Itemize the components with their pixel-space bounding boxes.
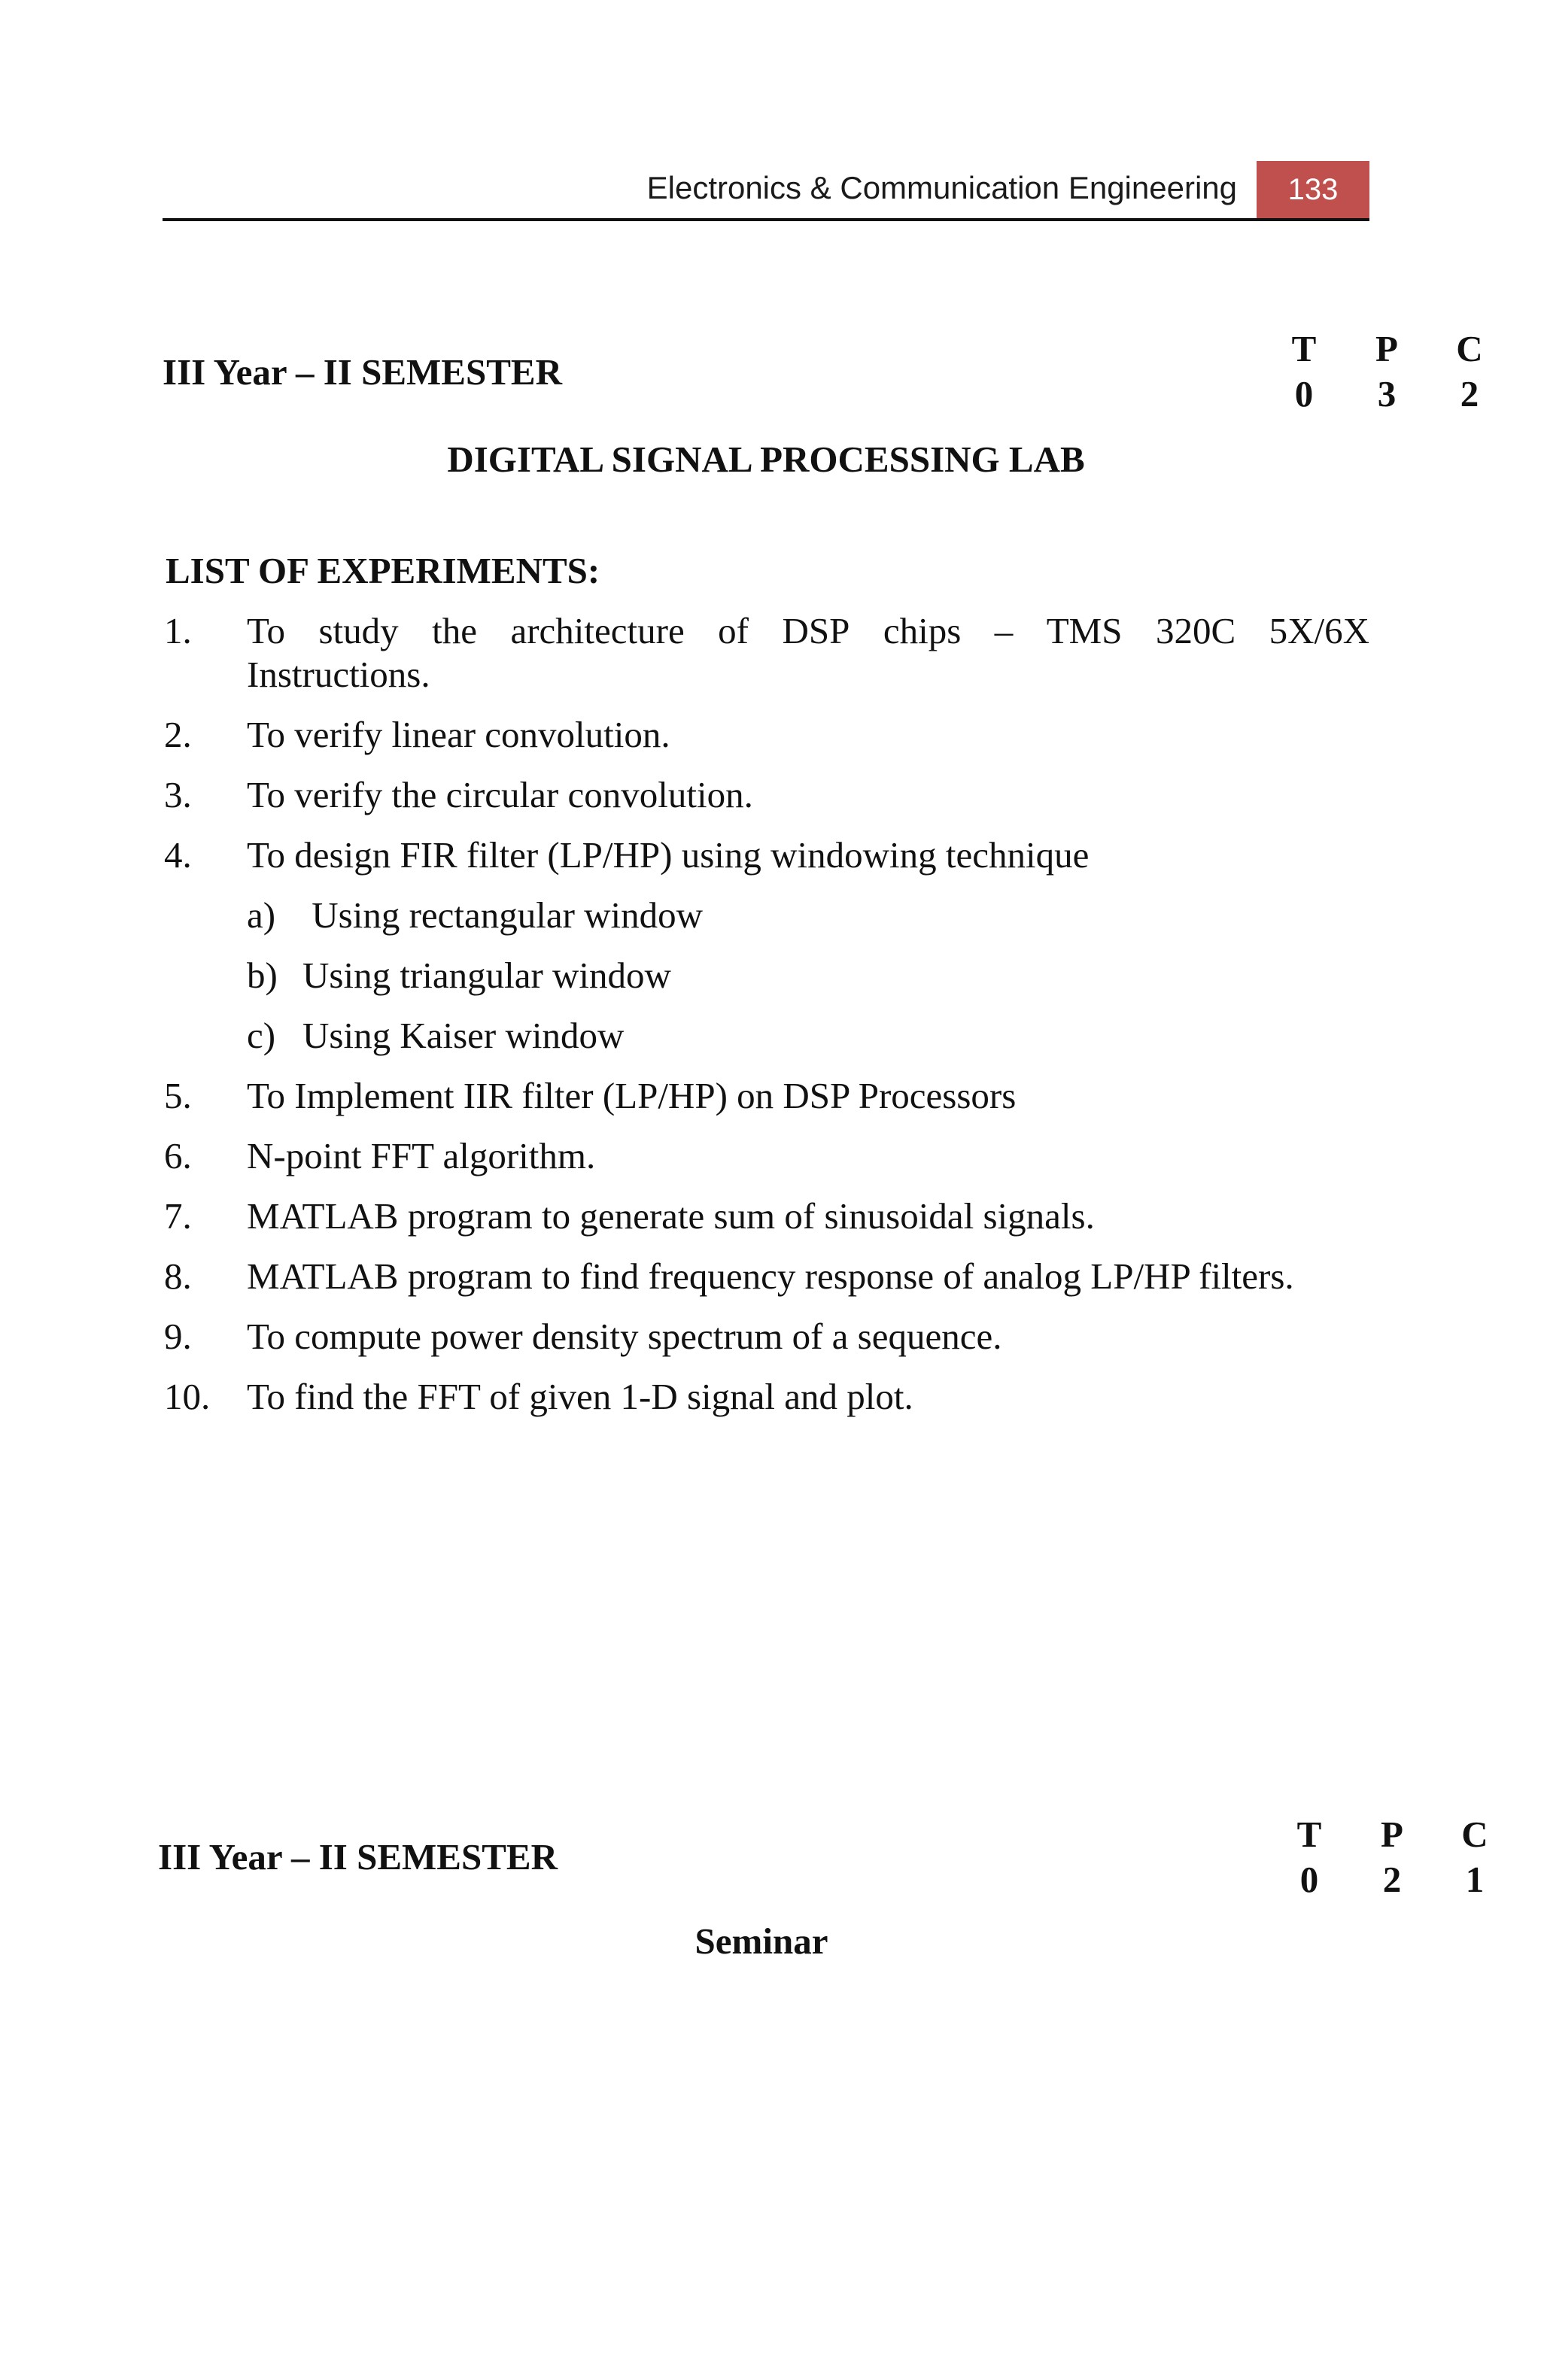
sub-item-letter: c) xyxy=(247,1015,276,1056)
item-number: 4. xyxy=(164,834,192,876)
semester-heading: III Year – II SEMESTER xyxy=(163,351,562,393)
word: the xyxy=(432,610,478,651)
tpc-p-value: 2 xyxy=(1382,1859,1402,1900)
item-text: N-point FFT algorithm. xyxy=(247,1135,596,1176)
sub-list xyxy=(247,894,1369,1058)
item-text: To Implement IIR filter (LP/HP) on DSP Processors xyxy=(247,1075,1017,1116)
sub-list-item xyxy=(247,894,1369,937)
item-text xyxy=(247,609,1369,697)
tpc-p-label: P xyxy=(1381,1814,1403,1855)
tpc-p-value: 3 xyxy=(1377,373,1397,414)
tpc-t-label: T xyxy=(1291,328,1317,369)
list-item xyxy=(163,1195,1369,1238)
tpc-c-label: C xyxy=(1461,1814,1488,1855)
item-text: To compute power density spectrum of a sequence. xyxy=(247,1316,1002,1357)
item-main-text: To design FIR filter (LP/HP) using windowing technique xyxy=(247,834,1090,876)
list-of-experiments-heading: LIST OF EXPERIMENTS: xyxy=(166,550,600,591)
tpc-c-value: 1 xyxy=(1465,1859,1485,1900)
tpc-t-value: 0 xyxy=(1299,1859,1319,1900)
tpc-c-label: C xyxy=(1456,328,1483,369)
word: study xyxy=(318,610,399,651)
list-item xyxy=(163,1315,1369,1358)
sub-item-text: Using Kaiser window xyxy=(302,1015,625,1056)
item-number: 1. xyxy=(164,610,192,651)
item-text: To find the FFT of given 1-D signal and plot. xyxy=(247,1376,913,1417)
word: To xyxy=(247,610,286,651)
tpc-c-value: 2 xyxy=(1460,373,1479,414)
item-number: 7. xyxy=(164,1195,192,1237)
sub-item-letter: a) xyxy=(247,894,276,936)
item-number: 8. xyxy=(164,1255,192,1297)
list-item xyxy=(163,1375,1369,1419)
word: 320C xyxy=(1155,610,1236,651)
word: architecture xyxy=(510,610,685,651)
tpc-t-label: T xyxy=(1296,1814,1322,1855)
list-item xyxy=(163,713,1369,757)
tpc-credits xyxy=(1268,1813,1516,1903)
running-header xyxy=(163,161,1369,221)
sub-item-letter: b) xyxy=(247,955,278,996)
list-item xyxy=(163,1255,1369,1298)
word: TMS xyxy=(1046,610,1123,651)
item-text: MATLAB program to find frequency response of analog LP/HP filters. xyxy=(247,1255,1294,1297)
page-number-badge: 133 xyxy=(1257,161,1369,218)
header-rule xyxy=(163,218,1369,221)
item-number: 5. xyxy=(164,1075,192,1116)
item-number: 3. xyxy=(164,774,192,815)
experiment-list xyxy=(163,609,1369,1435)
tpc-p-label: P xyxy=(1375,328,1398,369)
sub-list-item xyxy=(247,954,1369,997)
course-title: DIGITAL SIGNAL PROCESSING LAB xyxy=(447,439,1085,480)
word: DSP xyxy=(782,610,850,651)
sub-list-item xyxy=(247,1014,1369,1058)
tpc-t-value: 0 xyxy=(1294,373,1314,414)
item-number: 2. xyxy=(164,714,192,755)
item-text: To verify linear convolution. xyxy=(247,714,670,755)
word: 5X/6X xyxy=(1269,610,1369,651)
item-number: 9. xyxy=(164,1316,192,1357)
continuation-line: Instructions. xyxy=(247,654,430,695)
item-number: 10. xyxy=(164,1376,211,1417)
justified-line xyxy=(247,609,1369,653)
course-title: Seminar xyxy=(695,1920,828,1962)
list-item xyxy=(163,1134,1369,1178)
item-text xyxy=(247,833,1369,1058)
department-name: Electronics & Communication Engineering xyxy=(646,170,1237,205)
tpc-credits xyxy=(1263,327,1511,417)
semester-heading: III Year – II SEMESTER xyxy=(158,1836,558,1878)
list-item xyxy=(163,773,1369,817)
item-text: To verify the circular convolution. xyxy=(247,774,753,815)
list-item xyxy=(163,609,1369,697)
word: of xyxy=(718,610,749,651)
word: chips xyxy=(883,610,962,651)
sub-item-text: Using rectangular window xyxy=(302,894,704,936)
list-item xyxy=(163,1074,1369,1118)
word: – xyxy=(994,610,1014,651)
list-item xyxy=(163,833,1369,1058)
item-number: 6. xyxy=(164,1135,192,1176)
item-text: MATLAB program to generate sum of sinusoidal signals. xyxy=(247,1195,1095,1237)
sub-item-text: Using triangular window xyxy=(302,955,671,996)
